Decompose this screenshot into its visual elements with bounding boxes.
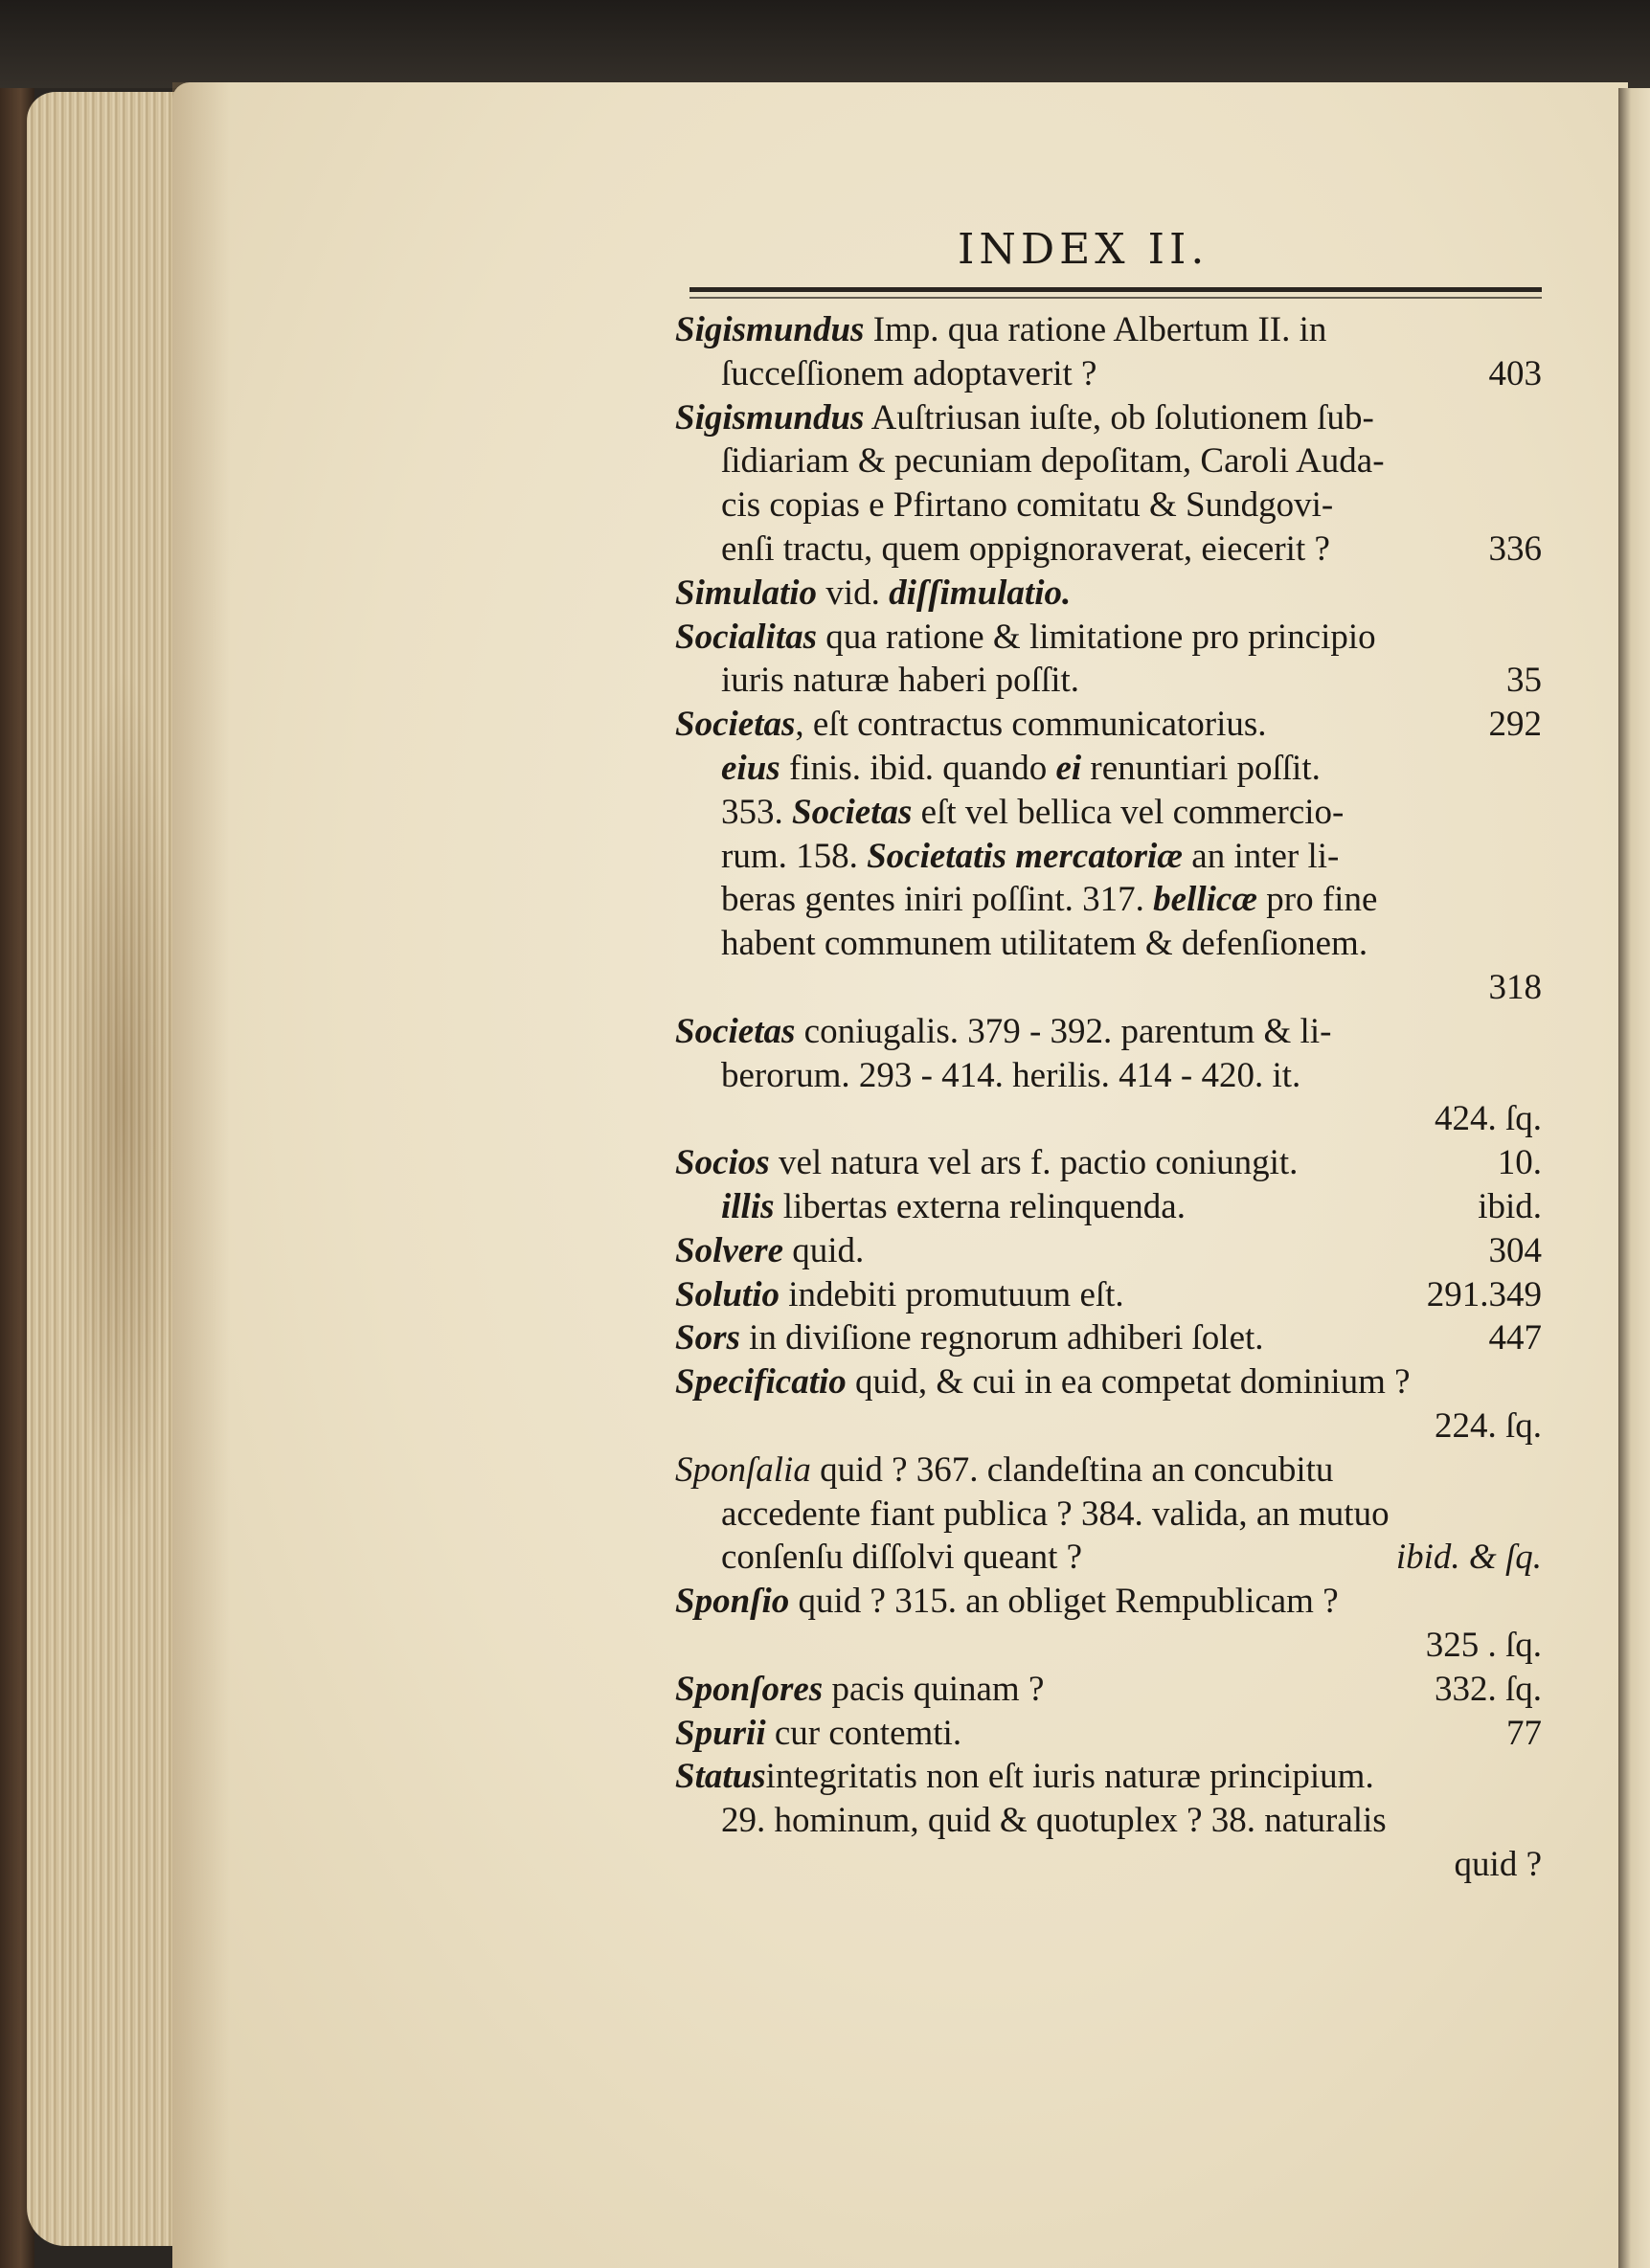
index-entry-sponsores: Sponſores pacis quinam ? 332. ſq. <box>675 1668 1542 1712</box>
index-entry-sponsalia: Sponſalia quid ? 367. clandeſtina an concubitu <box>675 1449 1334 1490</box>
index-entry-line: 325 . ſq. <box>1425 1625 1542 1665</box>
index-entry-line: eius finis. ibid. quando ei renuntiari poſſit. <box>721 748 1321 788</box>
index-entry-line: ſucceſſionem adoptaverit ? 403 <box>675 352 1542 396</box>
header-rule-thin <box>689 297 1542 299</box>
index-entry-specificatio: Specificatio quid, & cui in ea competat dominium ? <box>675 1362 1411 1403</box>
index-entry-status: Statusintegritatis non eſt iuris naturæ principium. <box>675 1757 1374 1797</box>
page-ref: 447 <box>1488 1318 1542 1359</box>
index-entry-line: 29. hominum, quid & quotuplex ? 38. naturalis <box>721 1801 1387 1841</box>
page-ref: 291.349 <box>1426 1274 1542 1314</box>
page-ref: 304 <box>1488 1230 1542 1270</box>
page-ref: 77 <box>1506 1713 1542 1753</box>
page-ref: 403 <box>1488 353 1542 393</box>
index-entry-spurii: Spurii cur contemti. 77 <box>675 1712 1542 1756</box>
page-ref: 10. <box>1497 1143 1542 1183</box>
index-entry-line: 224. ſq. <box>1434 1405 1542 1446</box>
index-entry-line: conſenſu diſſolvi queant ? ibid. & ſq. <box>675 1536 1542 1580</box>
index-entry-socialitas: Socialitas qua ratione & limitatione pro principio <box>675 617 1376 657</box>
page-ref: ibid. & ſq. <box>1395 1538 1542 1578</box>
index-entry-sigismundus-austrius: Sigismundus Auſtriusan iuſte, ob ſolutionem ſub- <box>675 397 1374 438</box>
page-ref: 336 <box>1488 528 1542 569</box>
index-entry-line: ſidiariam & pecuniam depoſitam, Caroli Auda- <box>721 441 1385 482</box>
index-entry-line: rum. 158. Societatis mercatoriæ an inter li- <box>721 836 1340 876</box>
index-entry-line: enſi tractu, quem oppignoraverat, eiecerit ? 336 <box>675 528 1542 572</box>
header-rule <box>689 287 1542 292</box>
page-ref: 318 <box>1488 967 1542 1007</box>
index-entry-line: habent communem utilitatem & defenſionem. <box>721 924 1368 964</box>
index-entry-sigismundus-imp: Sigismundus Imp. qua ratione Albertum II. in <box>675 310 1327 349</box>
index-entry-line: cis copias e Pfirtano comitatu & Sundgovi- <box>721 485 1334 526</box>
page-header: INDEX II. <box>958 225 1209 274</box>
index-entries <box>675 308 1542 1887</box>
index-entry-line: beras gentes iniri poſſint. 317. bellicæ pro fine <box>721 880 1378 920</box>
index-entry-line: 424. ſq. <box>1434 1099 1542 1139</box>
index-entry-sors: Sors in diviſione regnorum adhiberi ſolet. 447 <box>675 1316 1542 1360</box>
page-ref: ibid. <box>1478 1186 1542 1226</box>
index-entry-line: quid ? <box>1454 1844 1542 1884</box>
facing-page-edge <box>1618 88 1650 2268</box>
scan-background <box>0 0 1650 88</box>
index-entry-line <box>675 966 1542 1010</box>
index-entry-line: berorum. 293 - 414. herilis. 414 - 420. it. <box>721 1055 1301 1095</box>
index-entry-line: 353. Societas eſt vel bellica vel commercio- <box>721 792 1345 832</box>
index-entry-solvere: Solvere quid. 304 <box>675 1229 1542 1273</box>
page-ref: 332. ſq. <box>1434 1669 1542 1709</box>
index-entry-line: accedente fiant publica ? 384. valida, an mutuo <box>721 1493 1390 1534</box>
index-entry-solutio: Solutio indebiti promutuum eſt. 291.349 <box>675 1273 1542 1317</box>
index-entry-line: illis libertas externa relinquenda. ibid. <box>675 1185 1542 1229</box>
index-entry-socios: Socios vel natura vel ars f. pactio coniungit. 10. <box>675 1141 1542 1185</box>
index-entry-line: iuris naturæ haberi poſſit. 35 <box>675 659 1542 703</box>
index-entry-societas-coniugalis: Societas coniugalis. 379 - 392. parentum & li- <box>675 1011 1332 1051</box>
page-ref: 292 <box>1488 705 1542 745</box>
index-entry-simulatio: Simulatio vid. diſſimulatio. <box>675 573 1072 613</box>
index-entry-societas: Societas, eſt contractus communicatorius. 292 <box>675 703 1542 747</box>
index-entry-sponsio: Sponſio quid ? 315. an obliget Rempublicam ? <box>675 1582 1339 1622</box>
page-ref: 35 <box>1506 661 1542 701</box>
